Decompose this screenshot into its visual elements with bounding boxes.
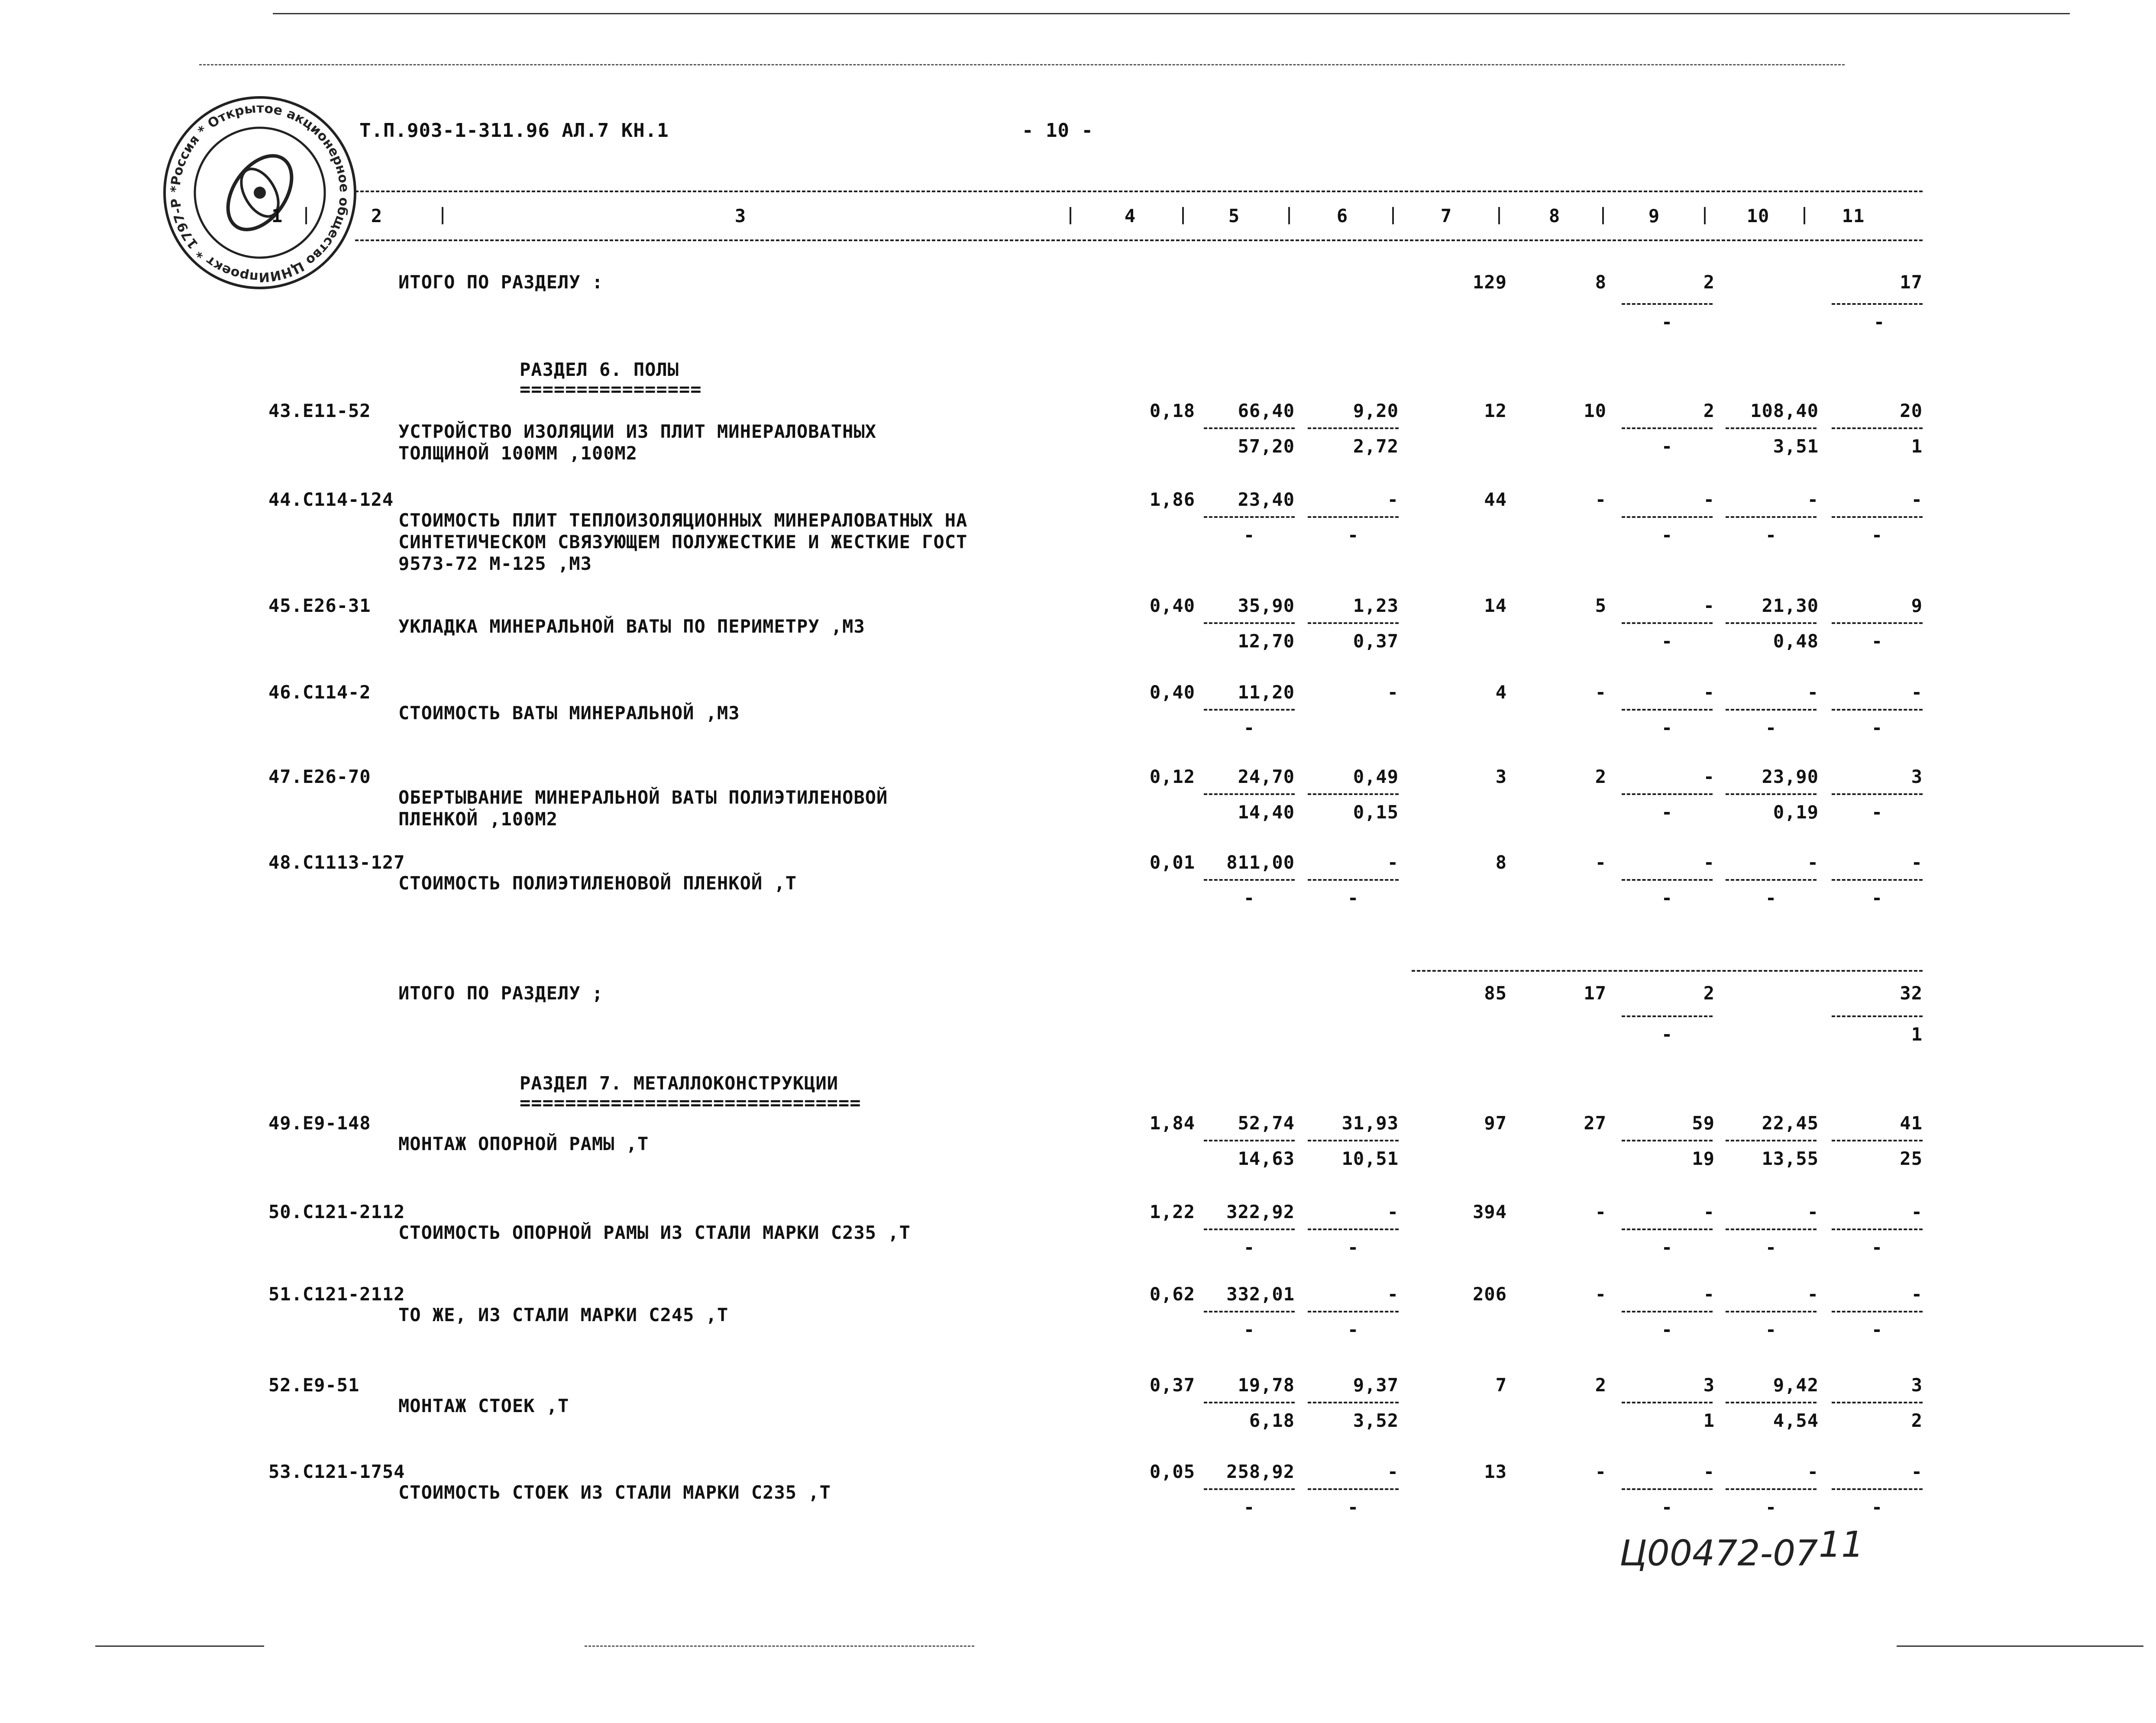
cell-c10: - xyxy=(1807,1461,1819,1482)
cell-c11: - xyxy=(1911,1201,1923,1222)
fraction-line xyxy=(1204,793,1295,795)
col-separator xyxy=(442,207,443,224)
cell-c11: 3 xyxy=(1911,1374,1923,1396)
cell-c6-lower: 0,15 xyxy=(1353,802,1399,823)
row-code: 47.Е26-70 xyxy=(268,766,371,787)
row-description: СТОИМОСТЬ ОПОРНОЙ РАМЫ ИЗ СТАЛИ МАРКИ С235 ,Т xyxy=(398,1222,911,1243)
cell-c6: 1,23 xyxy=(1353,595,1399,616)
cell-c5-lower: 14,63 xyxy=(1238,1148,1295,1169)
cell-c8: 2 xyxy=(1595,1374,1606,1396)
cell-c10: 22,45 xyxy=(1762,1112,1819,1134)
cell-c4: 0,62 xyxy=(1149,1283,1195,1305)
cell-c7: 4 xyxy=(1495,682,1507,703)
cell-c10: - xyxy=(1807,852,1819,873)
cell-c6-lower: - xyxy=(1347,1319,1359,1340)
cell-c5-lower: - xyxy=(1243,1497,1255,1518)
cell-c9-lower: - xyxy=(1661,717,1673,738)
fraction-line xyxy=(1308,1228,1399,1230)
cell-c6: - xyxy=(1387,852,1399,873)
cell-c6-lower: - xyxy=(1347,887,1359,908)
cell-c6-lower: 3,52 xyxy=(1353,1410,1399,1431)
col-header-11: 11 xyxy=(1842,205,1865,226)
cell-c8: - xyxy=(1595,1461,1606,1482)
cell-c6: - xyxy=(1387,489,1399,510)
cell-c11: - xyxy=(1911,1461,1923,1482)
cell-c9-lower: 1 xyxy=(1703,1410,1715,1431)
fraction-line xyxy=(1204,516,1295,518)
cell-c10: - xyxy=(1807,489,1819,510)
summary-label: ИТОГО ПО РАЗДЕЛУ ; xyxy=(398,983,604,1004)
cell-c9: - xyxy=(1703,489,1715,510)
cell-c11: 9 xyxy=(1911,595,1923,616)
cell-c11-lower: - xyxy=(1871,1237,1883,1258)
col-separator xyxy=(1070,207,1071,224)
fraction-line xyxy=(1622,1311,1713,1312)
row-code: 46.С114-2 xyxy=(268,682,371,703)
cell-c6-lower: - xyxy=(1347,1237,1359,1258)
fraction-line xyxy=(1204,879,1295,881)
cell-c11: - xyxy=(1911,489,1923,510)
row-description: УСТРОЙСТВО ИЗОЛЯЦИИ ИЗ ПЛИТ МИНЕРАЛОВАТНЫХ xyxy=(398,421,877,442)
cell-c4: 0,40 xyxy=(1149,595,1195,616)
summary-c8: 8 xyxy=(1595,272,1606,293)
cell-c5: 322,92 xyxy=(1226,1201,1295,1222)
fraction-line xyxy=(1622,709,1713,711)
summary-c9: 2 xyxy=(1703,983,1715,1004)
cell-c6: - xyxy=(1387,1283,1399,1305)
cell-c9: - xyxy=(1703,852,1715,873)
col-header-9: 9 xyxy=(1648,205,1660,226)
cell-c4: 0,05 xyxy=(1149,1461,1195,1482)
cell-c11: - xyxy=(1911,682,1923,703)
cell-c4: 1,84 xyxy=(1149,1112,1195,1134)
cell-c5-lower: 12,70 xyxy=(1238,630,1295,652)
fraction-line xyxy=(1622,427,1713,429)
fraction-line xyxy=(1204,1311,1295,1312)
cell-c9-lower: - xyxy=(1661,630,1673,652)
cell-c6-lower: - xyxy=(1347,1497,1359,1518)
svg-text:*Россия * Открытое акционерное: *Россия * Открытое акционерное общество ЦНИИпроект * 1797-Р xyxy=(168,100,352,285)
cell-c7: 14 xyxy=(1484,595,1507,616)
cell-c7: 394 xyxy=(1473,1201,1507,1222)
fraction-line xyxy=(1726,1311,1817,1312)
cell-c5: 258,92 xyxy=(1226,1461,1295,1482)
row-description: МОНТАЖ ОПОРНОЙ РАМЫ ,Т xyxy=(398,1133,649,1154)
section-underline: ================ xyxy=(520,378,702,400)
cell-c11-lower: - xyxy=(1871,1497,1883,1518)
fraction-line xyxy=(1308,427,1399,429)
cell-c6: 0,49 xyxy=(1353,766,1399,787)
cell-c5: 11,20 xyxy=(1238,682,1295,703)
handwritten-code: Ц00472-07 xyxy=(1619,1533,1818,1574)
cell-c10-lower: - xyxy=(1765,1319,1777,1340)
cell-c5: 332,01 xyxy=(1226,1283,1295,1305)
cell-c9-lower: - xyxy=(1661,1319,1673,1340)
cell-c5: 35,90 xyxy=(1238,595,1295,616)
cell-c8: 2 xyxy=(1595,766,1606,787)
row-description: СТОИМОСТЬ СТОЕК ИЗ СТАЛИ МАРКИ С235 ,Т xyxy=(398,1482,831,1503)
cell-c11-lower: - xyxy=(1871,630,1883,652)
row-code: 51.С121-2112 xyxy=(268,1283,405,1305)
cell-c9: 59 xyxy=(1692,1112,1715,1134)
fraction-line xyxy=(1832,1488,1923,1490)
cell-c10: 9,42 xyxy=(1773,1374,1819,1396)
col-header-5: 5 xyxy=(1228,205,1240,226)
fraction-line xyxy=(1726,516,1817,518)
row-code: 45.Е26-31 xyxy=(268,595,371,616)
fraction-line xyxy=(1622,516,1713,518)
col-separator xyxy=(1498,207,1500,224)
fraction-line xyxy=(1204,1140,1295,1141)
fraction-line xyxy=(1832,1140,1923,1141)
fraction-line xyxy=(1726,622,1817,624)
cell-c5: 811,00 xyxy=(1226,852,1295,873)
cell-c6-lower: 2,72 xyxy=(1353,436,1399,457)
cell-c10: - xyxy=(1807,1283,1819,1305)
cell-c9: - xyxy=(1703,1201,1715,1222)
cell-c6: - xyxy=(1387,682,1399,703)
fraction-line xyxy=(1204,709,1295,711)
col-header-2: 2 xyxy=(371,205,383,226)
scan-edge-line xyxy=(273,13,2070,14)
cell-c10-lower: - xyxy=(1765,1497,1777,1518)
cell-c10: 108,40 xyxy=(1750,400,1819,421)
cell-c9-lower: - xyxy=(1661,524,1673,546)
cell-c5: 52,74 xyxy=(1238,1112,1295,1134)
cell-c8: - xyxy=(1595,682,1606,703)
row-code: 53.С121-1754 xyxy=(268,1461,405,1482)
cell-c9-lower: 19 xyxy=(1692,1148,1715,1169)
cell-c6: 9,37 xyxy=(1353,1374,1399,1396)
cell-c7: 12 xyxy=(1484,400,1507,421)
fraction-line xyxy=(1832,427,1923,429)
row-description: МОНТАЖ СТОЕК ,Т xyxy=(398,1395,569,1416)
fraction-line xyxy=(1204,1228,1295,1230)
cell-c9: 2 xyxy=(1703,400,1715,421)
cell-c11-lower: - xyxy=(1871,887,1883,908)
cell-c7: 206 xyxy=(1473,1283,1507,1305)
fraction-line xyxy=(1726,427,1817,429)
summary-c8: 17 xyxy=(1584,983,1606,1004)
row-description: 9573-72 М-125 ,М3 xyxy=(398,553,592,574)
cell-c11-lower: 25 xyxy=(1900,1148,1923,1169)
fraction-line xyxy=(1622,793,1713,795)
fraction-line xyxy=(1622,1015,1713,1017)
row-description: СТОИМОСТЬ ПОЛИЭТИЛЕНОВОЙ ПЛЕНКОЙ ,Т xyxy=(398,873,797,894)
cell-c11: 3 xyxy=(1911,766,1923,787)
cell-c5: 66,40 xyxy=(1238,400,1295,421)
col-separator xyxy=(1182,207,1184,224)
cell-c9-lower: - xyxy=(1661,1497,1673,1518)
cell-c8: 5 xyxy=(1595,595,1606,616)
row-description: СТОИМОСТЬ ВАТЫ МИНЕРАЛЬНОЙ ,М3 xyxy=(398,702,740,724)
cell-c5-lower: 6,18 xyxy=(1249,1410,1295,1431)
fraction-line xyxy=(1204,427,1295,429)
fraction-line xyxy=(1832,1311,1923,1312)
fraction-line xyxy=(1622,1402,1713,1403)
cell-c11-lower: - xyxy=(1871,1319,1883,1340)
row-code: 43.Е11-52 xyxy=(268,400,371,421)
section-title: РАЗДЕЛ 7. МЕТАЛЛОКОНСТРУКЦИИ xyxy=(520,1073,839,1094)
fraction-line xyxy=(1832,1402,1923,1403)
col-separator xyxy=(1704,207,1706,224)
cell-c5-lower: - xyxy=(1243,1237,1255,1258)
cell-c4: 0,12 xyxy=(1149,766,1195,787)
cell-c7: 3 xyxy=(1495,766,1507,787)
fraction-line xyxy=(1622,622,1713,624)
cell-c10: 21,30 xyxy=(1762,595,1819,616)
cell-c4: 1,86 xyxy=(1149,489,1195,510)
col-header-1: 1 xyxy=(271,205,283,226)
fraction-line xyxy=(1832,1015,1923,1017)
summary-c11b: - xyxy=(1873,311,1885,333)
fraction-line xyxy=(1308,622,1399,624)
cell-c9: - xyxy=(1703,1461,1715,1482)
cell-c10: - xyxy=(1807,682,1819,703)
fraction-line xyxy=(1726,1140,1817,1141)
cell-c7: 44 xyxy=(1484,489,1507,510)
cell-c10-lower: 4,54 xyxy=(1773,1410,1819,1431)
cell-c11-lower: 1 xyxy=(1911,436,1923,457)
col-header-4: 4 xyxy=(1124,205,1136,226)
cell-c11-lower: - xyxy=(1871,524,1883,546)
cell-c5-lower: - xyxy=(1243,887,1255,908)
fraction-line xyxy=(1726,1402,1817,1403)
cell-c6-lower: 10,51 xyxy=(1341,1148,1399,1169)
col-header-7: 7 xyxy=(1440,205,1452,226)
cell-c9: 3 xyxy=(1703,1374,1715,1396)
fraction-line xyxy=(1308,1488,1399,1490)
document-code: Т.П.903-1-311.96 АЛ.7 КН.1 xyxy=(359,120,669,142)
col-separator xyxy=(1392,207,1394,224)
summary-c9b: - xyxy=(1661,311,1673,333)
fraction-line xyxy=(1726,1488,1817,1490)
header-top-line xyxy=(355,191,1923,192)
cell-c8: - xyxy=(1595,852,1606,873)
fraction-line xyxy=(1308,516,1399,518)
cell-c9: - xyxy=(1703,682,1715,703)
cell-c11: - xyxy=(1911,852,1923,873)
cell-c10-lower: - xyxy=(1765,1237,1777,1258)
col-separator xyxy=(1602,207,1604,224)
cell-c9-lower: - xyxy=(1661,887,1673,908)
cell-c9-lower: - xyxy=(1661,436,1673,457)
cell-c10-lower: - xyxy=(1765,887,1777,908)
cell-c5-lower: - xyxy=(1243,1319,1255,1340)
fraction-line xyxy=(1726,793,1817,795)
fraction-line xyxy=(1622,879,1713,881)
fraction-line xyxy=(1622,303,1713,305)
fraction-line xyxy=(1622,1488,1713,1490)
row-code: 44.С114-124 xyxy=(268,489,394,510)
fraction-line xyxy=(1204,1488,1295,1490)
fraction-line xyxy=(1622,1140,1713,1141)
cell-c8: 27 xyxy=(1584,1112,1606,1134)
section-title: РАЗДЕЛ 6. ПОЛЫ xyxy=(520,359,679,380)
fraction-line xyxy=(1832,303,1923,305)
cell-c10: 23,90 xyxy=(1762,766,1819,787)
cell-c5: 19,78 xyxy=(1238,1374,1295,1396)
summary-c9b: - xyxy=(1661,1024,1673,1045)
cell-c8: - xyxy=(1595,1283,1606,1305)
cell-c9-lower: - xyxy=(1661,1237,1673,1258)
fraction-line xyxy=(1726,1228,1817,1230)
col-header-3: 3 xyxy=(734,205,747,226)
cell-c4: 0,18 xyxy=(1149,400,1195,421)
cell-c11-lower: - xyxy=(1871,717,1883,738)
cell-c9: - xyxy=(1703,1283,1715,1305)
cell-c8: - xyxy=(1595,489,1606,510)
fraction-line xyxy=(1832,1228,1923,1230)
col-header-6: 6 xyxy=(1336,205,1348,226)
scan-edge-line-bottom-right xyxy=(1897,1645,2143,1647)
row-description: ОБЕРТЫВАНИЕ МИНЕРАЛЬНОЙ ВАТЫ ПОЛИЭТИЛЕНОВОЙ xyxy=(398,787,888,808)
cell-c8: - xyxy=(1595,1201,1606,1222)
row-code: 48.С1113-127 xyxy=(268,852,405,873)
cell-c7: 13 xyxy=(1484,1461,1507,1482)
summary-c7: 85 xyxy=(1484,983,1507,1004)
fraction-line xyxy=(1622,1228,1713,1230)
cell-c10-lower: - xyxy=(1765,524,1777,546)
row-description: ПЛЕНКОЙ ,100М2 xyxy=(398,808,558,830)
summary-c9: 2 xyxy=(1703,272,1715,293)
col-header-10: 10 xyxy=(1746,205,1770,226)
fraction-line xyxy=(1308,1140,1399,1141)
cell-c6: 9,20 xyxy=(1353,400,1399,421)
fraction-line xyxy=(1308,1402,1399,1403)
col-separator xyxy=(1288,207,1290,224)
summary-top-line xyxy=(1412,970,1923,972)
fraction-line xyxy=(1308,879,1399,881)
cell-c4: 1,22 xyxy=(1149,1201,1195,1222)
cell-c9: - xyxy=(1703,595,1715,616)
header-bottom-line xyxy=(355,239,1923,241)
scan-edge-line-bottom-left xyxy=(95,1645,264,1647)
cell-c11-lower: 2 xyxy=(1911,1410,1923,1431)
cell-c11: - xyxy=(1911,1283,1923,1305)
col-separator xyxy=(305,207,307,224)
cell-c5-lower: - xyxy=(1243,524,1255,546)
cell-c10-lower: 0,19 xyxy=(1773,802,1819,823)
row-description: ТОЛЩИНОЙ 100ММ ,100М2 xyxy=(398,443,638,464)
cell-c9-lower: - xyxy=(1661,802,1673,823)
cell-c10-lower: 0,48 xyxy=(1773,630,1819,652)
cell-c6: - xyxy=(1387,1461,1399,1482)
cell-c4: 0,37 xyxy=(1149,1374,1195,1396)
cell-c5: 24,70 xyxy=(1238,766,1295,787)
scan-dashed-line xyxy=(199,64,1845,65)
cell-c6-lower: - xyxy=(1347,524,1359,546)
fraction-line xyxy=(1832,879,1923,881)
summary-c11b: 1 xyxy=(1911,1024,1923,1045)
row-code: 49.Е9-148 xyxy=(268,1112,371,1134)
cell-c6-lower: 0,37 xyxy=(1353,630,1399,652)
summary-c11: 17 xyxy=(1900,272,1923,293)
cell-c5-lower: 14,40 xyxy=(1238,802,1295,823)
fraction-line xyxy=(1308,1311,1399,1312)
cell-c5-lower: 57,20 xyxy=(1238,436,1295,457)
col-separator xyxy=(1804,207,1805,224)
section-underline: ============================== xyxy=(520,1092,861,1113)
cell-c11-lower: - xyxy=(1871,802,1883,823)
cell-c7: 97 xyxy=(1484,1112,1507,1134)
cell-c7: 7 xyxy=(1495,1374,1507,1396)
cell-c8: 10 xyxy=(1584,400,1606,421)
cell-c10-lower: 3,51 xyxy=(1773,436,1819,457)
scan-edge-line-bottom-mid xyxy=(585,1645,974,1647)
row-description: ТО ЖЕ, ИЗ СТАЛИ МАРКИ С245 ,Т xyxy=(398,1304,729,1325)
row-description: УКЛАДКА МИНЕРАЛЬНОЙ ВАТЫ ПО ПЕРИМЕТРУ ,М3 xyxy=(398,616,865,637)
cell-c9: - xyxy=(1703,766,1715,787)
summary-label: ИТОГО ПО РАЗДЕЛУ : xyxy=(398,272,604,293)
cell-c11: 41 xyxy=(1900,1112,1923,1134)
cell-c5-lower: - xyxy=(1243,717,1255,738)
fraction-line xyxy=(1204,622,1295,624)
cell-c6: 31,93 xyxy=(1341,1112,1399,1134)
cell-c10-lower: - xyxy=(1765,717,1777,738)
cell-c4: 0,01 xyxy=(1149,852,1195,873)
page-number: - 10 - xyxy=(1022,120,1093,142)
fraction-line xyxy=(1726,879,1817,881)
fraction-line xyxy=(1832,622,1923,624)
row-code: 50.С121-2112 xyxy=(268,1201,405,1222)
cell-c5: 23,40 xyxy=(1238,489,1295,510)
cell-c10-lower: 13,55 xyxy=(1762,1148,1819,1169)
fraction-line xyxy=(1308,793,1399,795)
col-header-8: 8 xyxy=(1548,205,1561,226)
fraction-line xyxy=(1832,709,1923,711)
cell-c11: 20 xyxy=(1900,400,1923,421)
row-description: СИНТЕТИЧЕСКОМ СВЯЗУЮЩЕМ ПОЛУЖЕСТКИЕ И ЖЕСТКИЕ ГОСТ xyxy=(398,531,968,553)
summary-c7: 129 xyxy=(1473,272,1507,293)
cell-c7: 8 xyxy=(1495,852,1507,873)
cell-c4: 0,40 xyxy=(1149,682,1195,703)
row-description: СТОИМОСТЬ ПЛИТ ТЕПЛОИЗОЛЯЦИОННЫХ МИНЕРАЛОВАТНЫХ НА xyxy=(398,510,968,531)
company-seal xyxy=(160,93,359,292)
cell-c10: - xyxy=(1807,1201,1819,1222)
fraction-line xyxy=(1726,709,1817,711)
row-code: 52.Е9-51 xyxy=(268,1374,360,1396)
summary-c11: 32 xyxy=(1900,983,1923,1004)
fraction-line xyxy=(1204,1402,1295,1403)
fraction-line xyxy=(1832,516,1923,518)
handwritten-sheet-number: 11 xyxy=(1819,1524,1864,1565)
cell-c6: - xyxy=(1387,1201,1399,1222)
fraction-line xyxy=(1832,793,1923,795)
